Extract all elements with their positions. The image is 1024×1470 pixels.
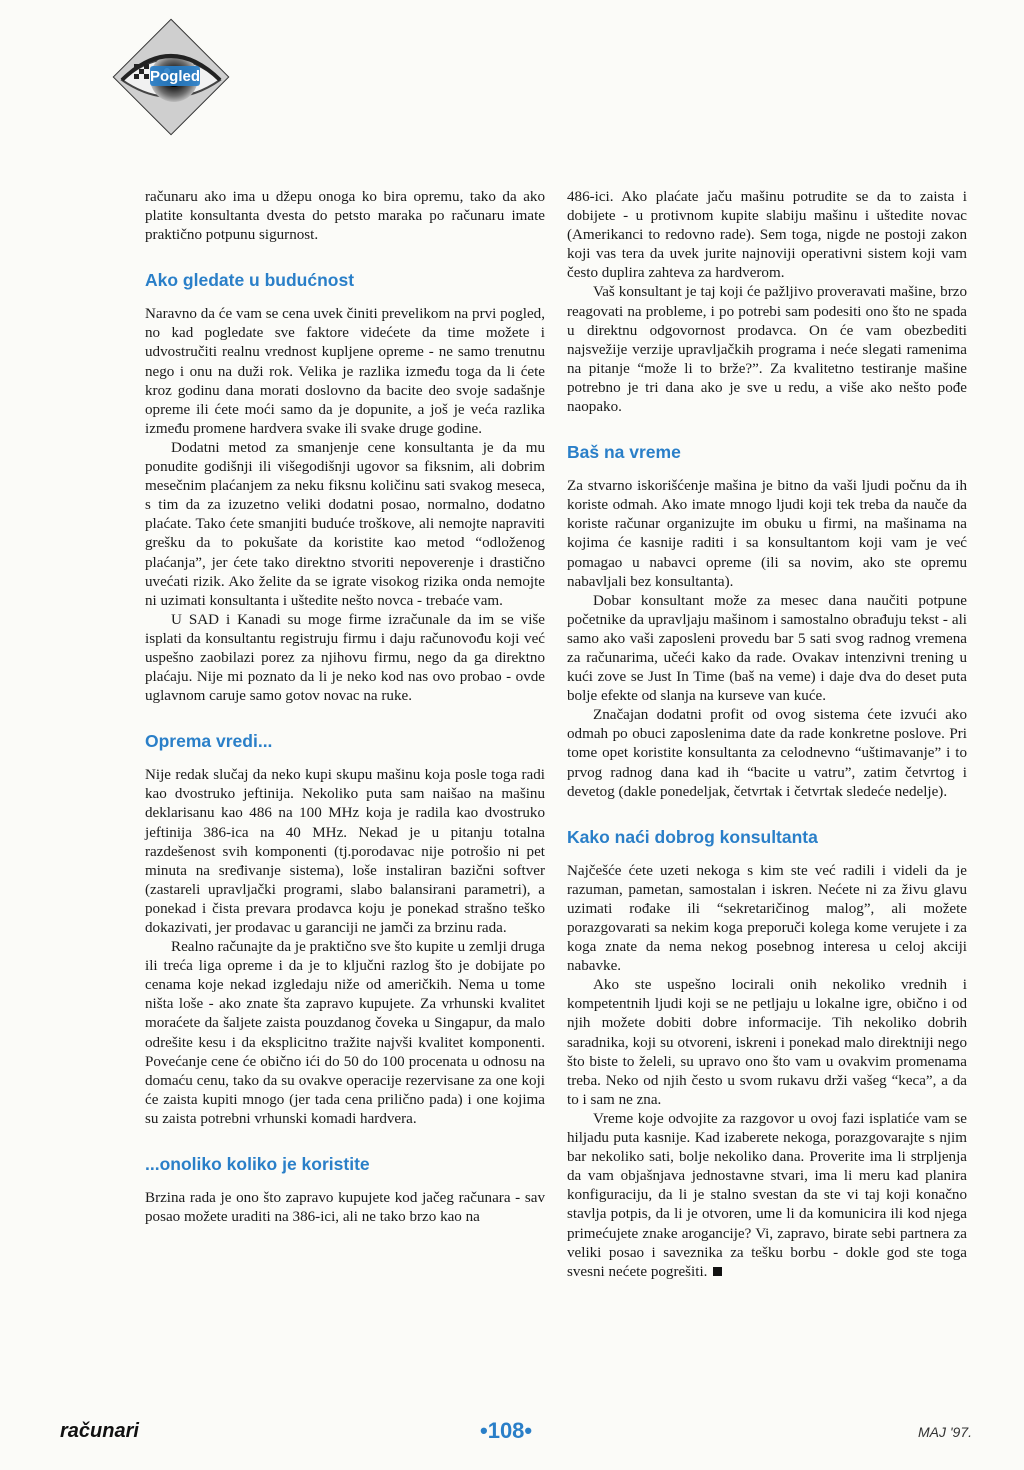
paragraph (567, 976, 967, 1110)
paragraph (145, 1189, 545, 1227)
paragraph-text: računaru ako ima u džepu onoga ko bira opremu, tako da ako platite konsultanta dvesta do petsto maraka po računaru imate praktično potpunu sigurnost. (145, 189, 545, 244)
paragraph-text: Realno računajte da je praktično sve što kupite u zemlji druga ili treća liga opreme i da je to ključni razlog što je dobijate po cenama koje nekad izgledaju niže od američkih. Nema u tome ništa loše - ako znate šta zapravo kupujete. Za vrhunski kvalitet moraćete da šaljete zaista pouzdanog čoveka u Singapur, da malo odrešite kesu i da eksplicitno tražite najvši kvalitet komponenti. Povećanje cene će obično ići do 50 do 100 procenata u odnosu na domaću cenu, tako da su ovakve operacije rezervisane za one koji će zaista kupiti mnogo (jer tada cena prilično pada) i one kojima su zaista potrebni vrhunski komadi hardvera. (145, 939, 545, 1127)
heading-text: Ako gledate u budućnost (145, 270, 355, 291)
issue-date: MAJ '97. (917, 1424, 972, 1440)
paragraph-text: Za stvarno iskorišćenje mašina je bitno da vaši ljudi počnu da ih koriste odmah. Ako imate mnogo ljudi koji tek treba da nauče da koriste računar organizujte im obuku u firmi, na mašinama na kojima će kasnije raditi i sa konsultantom koji vam je već pomagao u nabavci opreme (ili sa novim, ako ste opremu nabavljali bez konsultanta). (567, 478, 967, 590)
paragraph-text: Dobar konsultant može za mesec dana naučiti potpune početnike da upravljaju mašinom i samostalno obrađuju tekst - ali samo ako vaši zaposleni provedu bar 5 sati svog radnog vremena za računarima, učeći kako da rade. Ovakav intenzivni trening u kući zove se Just In Time (baš na veme) i daje dva do deset puta bolje efekte od slanja na kurseve van kuće. (567, 592, 967, 705)
paragraph-text: Brzina rada je ono što zapravo kupujete kod jačeg računara - sav posao možete uraditi na 386-ici, ali ne tako brzo kao na (145, 1190, 545, 1226)
section-heading (567, 826, 967, 848)
section-badge (112, 18, 230, 136)
paragraph (145, 938, 545, 1129)
paragraph-text: Vaš konsultant je taj koji će pažljivo proveravati mašine, brzo reagovati na probleme, i po potrebi sam podesiti ono što ne spada u direktnu odgovornost prodavca. On će vam obezbediti najsvežije verzije upravljačkih programa i neće slegati ramenima na pitanje “može li to brže?”. Za kvalitetno testiranje mašine potrebno je tri dana ako je sve u redu, a više ako nešto pođe naopako. (567, 284, 967, 416)
paragraph-text: Dodatni metod za smanjenje cene konsultanta je da mu ponudite godišnji ili višegodišnji ugovor sa fiksnim, ali dobrim mesečnim plaćanjem za neku fiksnu količinu sati svakog meseca, s tim da za izuzetno veliki dodatni posao, normalno, dodatno plaćate. Tako ćete smanjiti buduće troškove, ali nemojte napraviti grešku da to pokušate da koristite kao metod “odloženog plaćanja”, jer ćete tako direktno stvoriti nepoverenje i drastično uvećati rizik. Ako želite da se igrate visokog rizika onda nemojte ni uzimati konsultanta i uštedite nešto novca - trebaće vam. (145, 439, 545, 609)
paragraph (567, 592, 967, 707)
heading-text: Baš na vreme (567, 442, 681, 463)
paragraph-text: Značajan dodatni profit od ovog sistema ćete izvući ako odmah po obuci zaposlenima date da rade konkretne poslove. Pri tome opet koristite konsultanta za celodnevno “uštimavanje” i to prvog radnog dana kad ih “bacite u vatru”, zatim četvrtog i devetog (dakle ponedeljak, četvrtak i četvrtak sledeće nedelje). (567, 707, 967, 800)
paragraph-text: Najčešće ćete uzeti nekoga s kim ste već radili i videli da je razuman, pametan, samostalan i iskren. Nećete ni za živu glavu uzimati rođake ili “sekretaričinog malog”, ali možete porazgovarati sa nekim koga preporuči kolega kome verujete i za koga znate da nema nekog posebnog interesa u celoj akciji nabavke. (567, 862, 967, 975)
paragraph (567, 706, 967, 801)
paragraph (567, 477, 967, 592)
section-heading (145, 730, 545, 752)
paragraph (567, 188, 967, 283)
paragraph-text: 486-ici. Ako plaćate jaču mašinu potrudite se da to zaista i dobijete - u protivnom kupite slabiju mašinu i uštedite novac (Amerikanci to redovno rade). Sem toga, nigde ne postoji zakon koji vas tera da uvek jurite najnoviji operativni sistem koji vam često duplira zahteva za hardverom. (567, 189, 967, 282)
section-heading (145, 269, 545, 291)
paragraph-text: U SAD i Kanadi su moge firme izračunale da im se više isplati da konsultantu registruju firmu i daju računovođu koji već uspešno zaobilazi porez za njihovu firmu, nego da ga direktno plaćaju. Nije mi poznato da li je neko kod nas ovo probao - ovde uglavnom caruje samo gotov novac na ruke. (145, 611, 545, 705)
paragraph (145, 305, 545, 439)
paragraph (567, 1110, 967, 1282)
badge-label: Pogled (149, 68, 201, 85)
heading-text: ...onoliko koliko je koristite (145, 1154, 370, 1175)
paragraph-text: Vreme koje odvojite za razgovor u ovoj fazi isplatiće vam se hiljadu puta kasnije. Kad izaberete nekoga, porazgovarajte s njim bar nekoliko sati, bolje nekoliko dana. Proverite ima li strpljenja da vam objašnjava jednostavne stvari, ima li meru kad planira konfiguraciju, da li je stalno svestan da ste vi taj koji konačno stavlja potpis, da li je otvoren, ume li da komunicira ili kod njega primećujete znake arogancije? Vi, zapravo, birate sebi partnera za veliki posao i saveznika za tešku borbu - dokle god ste toga svesni nećete pogrešiti. (567, 1110, 967, 1280)
paragraph (145, 766, 545, 938)
page-footer (0, 1418, 1024, 1448)
page-number: •108• (480, 1418, 533, 1443)
paragraph (145, 188, 545, 245)
right-column (567, 188, 967, 1282)
paragraph (567, 862, 967, 977)
end-of-article-icon (713, 1267, 722, 1276)
section-heading (145, 1153, 545, 1175)
heading-text: Oprema vredi... (145, 731, 273, 752)
paragraph-text: Nije redak slučaj da neko kupi skupu mašinu koja posle toga radi kao dvostruko jeftinija. Nekoliko puta sam naišao na mašinu deklarisanu kao 486 na 100 MHz koja je radila kao dvostruko jeftinija 386-ica na 40 MHz. Nekad je u pitanju totalna razdešenost svih komponenti (tj.porodavac nije potrošio ni pet minuta na sređivanje sistema), loše instaliran bazični softver (zastareli upravljački programi, slabo balansirani parametri), a ponekad i čista prevara prodavca koju je ponekad strašno teško dokazivati, jer prodavac u garanciji ne jamči za brzinu rada. (145, 767, 545, 936)
eye-badge-icon (112, 18, 230, 136)
heading-text: Kako naći dobrog konsultanta (567, 826, 818, 847)
magazine-name: računari (60, 1420, 139, 1442)
paragraph (145, 439, 545, 611)
left-column (145, 188, 545, 1227)
paragraph (145, 611, 545, 706)
paragraph (567, 283, 967, 417)
paragraph-text: Ako ste uspešno locirali onih nekoliko vrednih i kompetentnih ljudi koji se ne petljaju u lokalne igre, obično i od njih možete dobiti dobre informacije. Tih nekoliko dobrih saradnika, koji su otvoreni, iskreni i ponekad malo direktniji nego što biste to želeli, su upravo ono što vam u ovakvim promenama treba. Neko od njih često u svom rukavu drži vašeg “keca”, a da to i sam ne zna. (567, 977, 967, 1108)
section-heading (567, 441, 967, 463)
paragraph-text: Naravno da će vam se cena uvek činiti prevelikom na prvi pogled, no kad pogledate sve faktore videćete da time možete i udvostručiti realnu vrednost kupljene opreme - ne samo trenutnu nego i onu na duži rok. Velika je razlika između toga da li ćete kroz godinu dana morati doslovno da bacite deo svoje sadašnje opreme ili ćete moći samo da je dopunite, a još je veća razlika između promene hardvera svake ili svake druge godine. (145, 306, 545, 437)
